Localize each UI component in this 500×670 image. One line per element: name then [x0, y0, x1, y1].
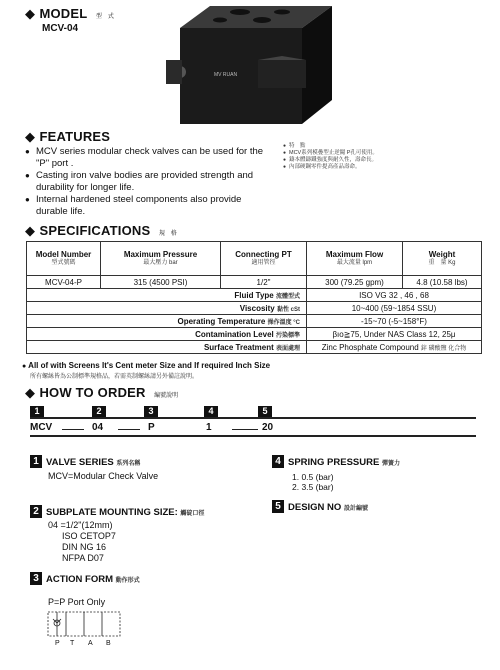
order-number-3: 3 [144, 406, 158, 417]
spec-cell: 300 (79.25 gpm) [307, 276, 403, 289]
feature-item: ● MCV series modular check valves can be used for the "P" port . [25, 146, 265, 169]
option-number-1: 1 [30, 455, 42, 468]
spec-prop-value: ISO VG 32 , 46 , 68 [307, 289, 482, 302]
bullet-icon: ● [22, 363, 27, 370]
spec-note: ● All of with Screens It's Cent meter Size and If required Inch Size [22, 361, 271, 370]
feature-item: ● Internal hardened steel components also provide durable life. [25, 194, 265, 217]
spec-header-row [27, 242, 482, 276]
option-title-subplate-size: SUBPLATE MOUNTING SIZE: 觸碇口徑 [46, 507, 205, 518]
spec-prop-label: Surface Treatment 表面處理 [27, 341, 307, 354]
option-text-action-form: P=P Port Only [48, 597, 106, 607]
option-text-valve-series: MCV=Modular Check Valve [48, 471, 159, 481]
spec-cell: MCV-04-P [27, 276, 101, 289]
spec-table [26, 241, 482, 354]
spec-cell: 4.8 (10.58 lbs) [403, 276, 482, 289]
feature-item: ● Casting iron valve bodies are provided strength and durability for longer life. [25, 170, 265, 193]
spec-prop-row [27, 341, 482, 354]
feature-cn-item: ● 內部硬鋼零件提高產品壽命。 [283, 164, 443, 171]
spec-header-cell: Maximum Flow 最大流量 lpm [307, 242, 403, 276]
spec-header-cell: Model Number 型式號碼 [27, 242, 101, 276]
spec-prop-label: Viscosity 黏性 cSt [27, 302, 307, 315]
feature-cn-title: ● 特 點 [283, 143, 443, 150]
port-label-b: B [106, 640, 111, 647]
order-code-series: MCV [30, 422, 53, 433]
order-dash [232, 429, 258, 430]
spec-prop-row [27, 315, 482, 328]
spec-prop-value: 10~400 (59~1854 SSU) [307, 302, 482, 315]
spec-header-cell: Weight 重 量 Kg [403, 242, 482, 276]
model-title-cn: 型 式 [95, 14, 114, 20]
option-number-3: 3 [30, 572, 42, 585]
product-logo-text: MV RUAN [214, 72, 238, 78]
spec-header-cell: Maximum Pressure 最大壓力 bar [101, 242, 221, 276]
port-label-p: P [55, 640, 60, 647]
spec-data-row [27, 276, 482, 289]
diamond-bullet-icon: ◆ [25, 129, 35, 144]
product-image [160, 0, 335, 130]
feature-cn-item: ● 鑄本體鑄鐵強度與耐久性，壽命長。 [283, 157, 443, 164]
option-title-spring-pressure: SPRING PRESSURE 彈簧力 [288, 457, 400, 468]
model-code: MCV-04 [42, 23, 79, 34]
port-label-a: A [88, 640, 93, 647]
spec-prop-row [27, 289, 482, 302]
specifications-header [25, 222, 177, 240]
option-number-5: 5 [272, 500, 284, 513]
valve-block-icon [160, 0, 335, 130]
diamond-bullet-icon: ◆ [25, 223, 35, 238]
features-list [25, 146, 265, 218]
model-header [25, 5, 114, 23]
order-number-1: 1 [30, 406, 44, 417]
option-number-4: 4 [272, 455, 284, 468]
diamond-bullet-icon: ◆ [25, 6, 35, 21]
spec-prop-label: Fluid Type 流體型式 [27, 289, 307, 302]
order-code-size: 04 [92, 422, 104, 433]
option-title-action-form: ACTION FORM 動作形式 [46, 574, 140, 585]
order-dash [62, 429, 84, 430]
option-text-subplate-size: 04 =1/2"(12mm) ISO CETOP7 DIN NG 16 NFPA D07 [48, 520, 116, 563]
specifications-title: SPECIFICATIONS [39, 223, 151, 238]
features-cn-list [283, 143, 443, 171]
spec-note-cn: 所有螺絲皆為公制標準規格品，若需英制螺絲請另外備註說明。 [30, 374, 199, 380]
spec-cell: 1/2" [221, 276, 307, 289]
option-text-spring-pressure: 1. 0.5 (bar) 2. 3.5 (bar) [292, 472, 334, 492]
order-code-design: 20 [262, 422, 274, 433]
order-number-5: 5 [258, 406, 272, 417]
how-to-order-title: HOW TO ORDER [39, 385, 146, 400]
how-to-order-title-cn: 編號說明 [154, 393, 179, 399]
port-label-t: T [70, 640, 75, 647]
order-dash [118, 429, 140, 430]
option-title-design-no: DESIGN NO 設計編號 [288, 502, 368, 513]
spec-prop-label: Operating Temperature 操作溫度 °C [27, 315, 307, 328]
order-code-spring: 1 [206, 422, 212, 433]
spec-prop-row [27, 302, 482, 315]
specifications-title-cn: 規 格 [158, 231, 177, 237]
option-number-2: 2 [30, 505, 42, 518]
spec-prop-value: βıo≧75, Under NAS Class 12, 25μ [307, 328, 482, 341]
order-code-action: P [148, 422, 155, 433]
features-header [25, 128, 110, 146]
diamond-bullet-icon: ◆ [25, 385, 35, 400]
features-title: FEATURES [39, 129, 111, 144]
spec-prop-value: Zinc Phosphate Compound 鋅 磷酸鹽 化合物 [307, 341, 482, 354]
order-number-2: 2 [92, 406, 106, 417]
spec-prop-value: -15~70 (-5~158°F) [307, 315, 482, 328]
spec-header-cell: Connecting PT 適用管徑 [221, 242, 307, 276]
feature-cn-item: ● MCV系列模疊型止逆閥 P孔可使用。 [283, 150, 443, 157]
order-number-4: 4 [204, 406, 218, 417]
model-title: MODEL [39, 6, 88, 21]
how-to-order-header [25, 384, 178, 402]
option-title-valve-series: VALVE SERIES 系列名稱 [46, 457, 141, 468]
spec-prop-row [27, 328, 482, 341]
spec-cell: 315 (4500 PSI) [101, 276, 221, 289]
spec-prop-label: Contamination Level 污染標準 [27, 328, 307, 341]
